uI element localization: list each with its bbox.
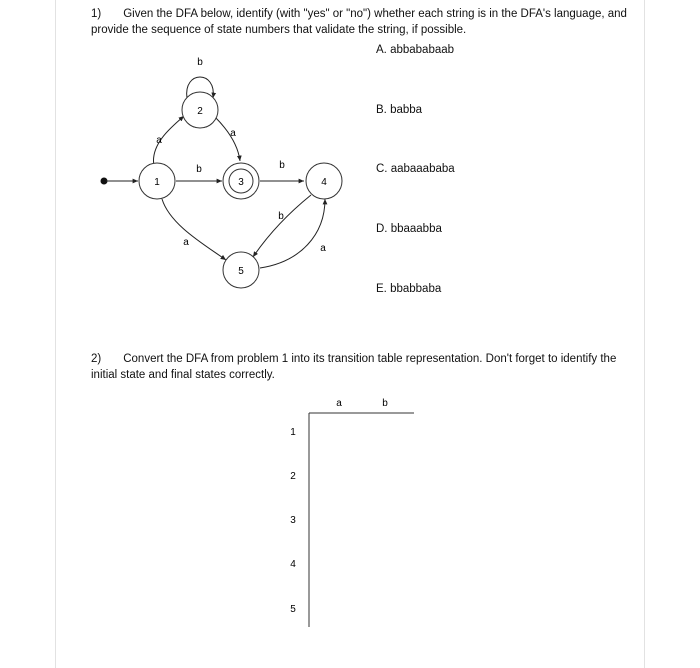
label-2-self: b bbox=[197, 57, 203, 68]
transition-1-5 bbox=[162, 199, 226, 260]
state-3-label: 3 bbox=[238, 177, 244, 188]
table-row-2: 2 bbox=[290, 471, 296, 482]
state-4-label: 4 bbox=[321, 177, 327, 188]
table-row-5: 5 bbox=[290, 604, 296, 615]
question-2-text: Convert the DFA from problem 1 into its transition table representation. Don't forget to identify the initial state and final states correctly. bbox=[91, 353, 617, 381]
question-1-text: Given the DFA below, identify (with "yes" or "no") whether each string is in the DFA's language, and provide the sequence of state numbers that validate the string, if possible. bbox=[91, 8, 627, 36]
transition-5-4 bbox=[260, 199, 325, 268]
option-e-string: bbabbaba bbox=[390, 283, 442, 295]
question-1-number: 1) bbox=[91, 8, 102, 20]
label-3-4: b bbox=[279, 160, 285, 171]
question-2-number: 2) bbox=[91, 353, 102, 365]
option-b-letter: B. bbox=[376, 104, 387, 116]
transition-2-3 bbox=[215, 117, 240, 161]
transition-4-5 bbox=[253, 195, 311, 257]
option-c-letter: C. bbox=[376, 163, 388, 175]
table-col-a: a bbox=[336, 398, 342, 409]
state-3-final bbox=[223, 163, 259, 199]
state-2-label: 2 bbox=[197, 106, 203, 117]
table-row-3: 3 bbox=[290, 515, 296, 526]
table-col-b: b bbox=[382, 398, 388, 409]
label-1-2: a bbox=[156, 135, 162, 146]
transition-table bbox=[290, 398, 414, 627]
question-2 bbox=[91, 351, 631, 383]
state-2 bbox=[182, 92, 218, 128]
state-5 bbox=[223, 252, 259, 288]
label-1-5: a bbox=[183, 237, 189, 248]
state-5-label: 5 bbox=[238, 266, 244, 277]
state-1-label: 1 bbox=[154, 177, 160, 188]
option-d-letter: D. bbox=[376, 223, 388, 235]
option-a-letter: A. bbox=[376, 44, 387, 56]
option-b-string: babba bbox=[390, 104, 423, 116]
option-e-letter: E. bbox=[376, 283, 387, 295]
state-1 bbox=[139, 163, 175, 199]
option-c-string: aabaaababa bbox=[390, 163, 455, 175]
state-4 bbox=[306, 163, 342, 199]
option-a-string: abbababaab bbox=[390, 44, 455, 56]
label-5-4: a bbox=[320, 243, 326, 254]
label-2-3: a bbox=[230, 128, 236, 139]
table-row-4: 4 bbox=[290, 559, 296, 570]
label-1-3: b bbox=[196, 164, 202, 175]
table-row-1: 1 bbox=[290, 427, 296, 438]
label-4-5: b bbox=[278, 211, 284, 222]
option-d-string: bbaaabba bbox=[390, 223, 442, 235]
